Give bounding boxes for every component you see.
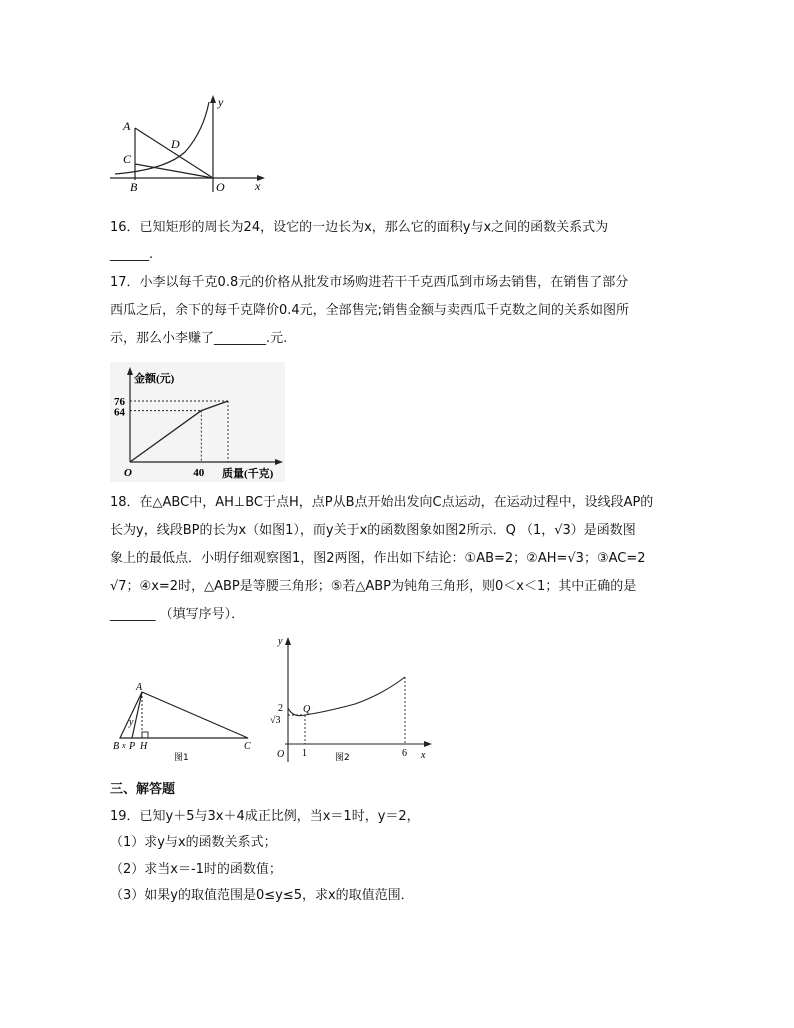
q18-line4: √7；④x=2时，△ABP是等腰三角形；⑤若△ABP为钝角三角形，则0＜x＜1；其中正确的是 — [110, 579, 637, 594]
tick-2: 2 — [278, 703, 283, 714]
chart-q17 — [110, 362, 285, 482]
q19-line2: （1）求y与x的函数关系式； — [110, 835, 277, 850]
tick-1: 1 — [302, 748, 307, 759]
chart-ylabel: 金额(元) — [134, 373, 175, 385]
figure-1-triangle — [110, 680, 260, 765]
q18-line3: 象上的最低点．小明仔细观察图1，图2两图，作出如下结论：①AB=2；②AH=√3；③AC=2 — [110, 551, 646, 566]
figure-q15 — [105, 92, 280, 200]
triangle-abc — [120, 692, 248, 738]
label-h: H — [140, 741, 148, 752]
chart-origin: O — [124, 467, 132, 479]
label-o: O — [277, 749, 285, 760]
label-a: A — [123, 119, 131, 133]
y-tick-label: 76 — [114, 396, 125, 408]
q19-line3: （2）求当x＝-1时的函数值； — [110, 862, 282, 877]
y-tick-label: 64 — [114, 406, 125, 419]
label-x: x — [421, 750, 426, 761]
label-p: P — [129, 741, 136, 752]
label-b: B — [113, 741, 120, 752]
label-d: D — [171, 137, 180, 151]
label-y: y — [218, 95, 224, 109]
x-tick-label: 40 — [193, 467, 205, 479]
label-c: C — [244, 741, 251, 752]
label-y: y — [278, 636, 283, 647]
right-angle-mark — [142, 732, 148, 738]
tick-6: 6 — [402, 748, 407, 759]
tick-sqrt3: √3 — [270, 715, 281, 726]
label-y: y — [129, 717, 134, 728]
figure-1-caption: 图1 — [174, 753, 189, 763]
q18-line5: _______ （填写序号）． — [110, 607, 245, 622]
q17-line2: 西瓜之后，余下的每千克降价0.4元，全部售完;销售金额与卖西瓜千克数之间的关系如图所 — [110, 303, 630, 318]
chart-xlabel: 质量(千克) — [222, 468, 274, 480]
label-c: C — [123, 152, 132, 166]
q16-line2: ______. — [110, 247, 154, 262]
figure-2-graph — [265, 632, 440, 767]
q17-line1: 17．小李以每千克0.8元的价格从批发市场购进若干千克西瓜到市场去销售，在销售了部分 — [110, 275, 629, 290]
figure-2-caption: 图2 — [335, 753, 350, 763]
label-q: Q — [303, 704, 311, 715]
q16-line1: 16．已知矩形的周长为24，设它的一边长为x，那么它的面积y与x之间的函数关系式为 — [110, 220, 609, 235]
label-x: x — [255, 179, 261, 193]
q19-line4: （3）如果y的取值范围是0≤y≤5，求x的取值范围． — [110, 888, 414, 903]
q17-line3: 示，那么小李赚了________.元. — [110, 331, 288, 346]
label-b: B — [130, 180, 138, 194]
segment-ap — [132, 692, 142, 738]
graph-x-arrow — [424, 741, 432, 747]
section-title: 三、解答题 — [110, 782, 176, 797]
y-axis-arrow — [210, 95, 216, 103]
label-x: x — [122, 741, 126, 750]
graph-y-arrow — [285, 637, 291, 645]
q18-line2: 长为y，线段BP的长为x（如图1），而y关于x的函数图象如图2所示．Q （1，√3）是函数图 — [110, 523, 636, 538]
label-o: O — [216, 180, 225, 194]
q19-line1: 19．已知y＋5与3x＋4成正比例，当x＝1时，y＝2， — [110, 809, 420, 824]
q18-line1: 18．在△ABC中，AH⊥BC于点H，点P从B点开始出发向C点运动，在运动过程中，设线段AP的 — [110, 495, 654, 510]
label-a: A — [136, 682, 143, 693]
